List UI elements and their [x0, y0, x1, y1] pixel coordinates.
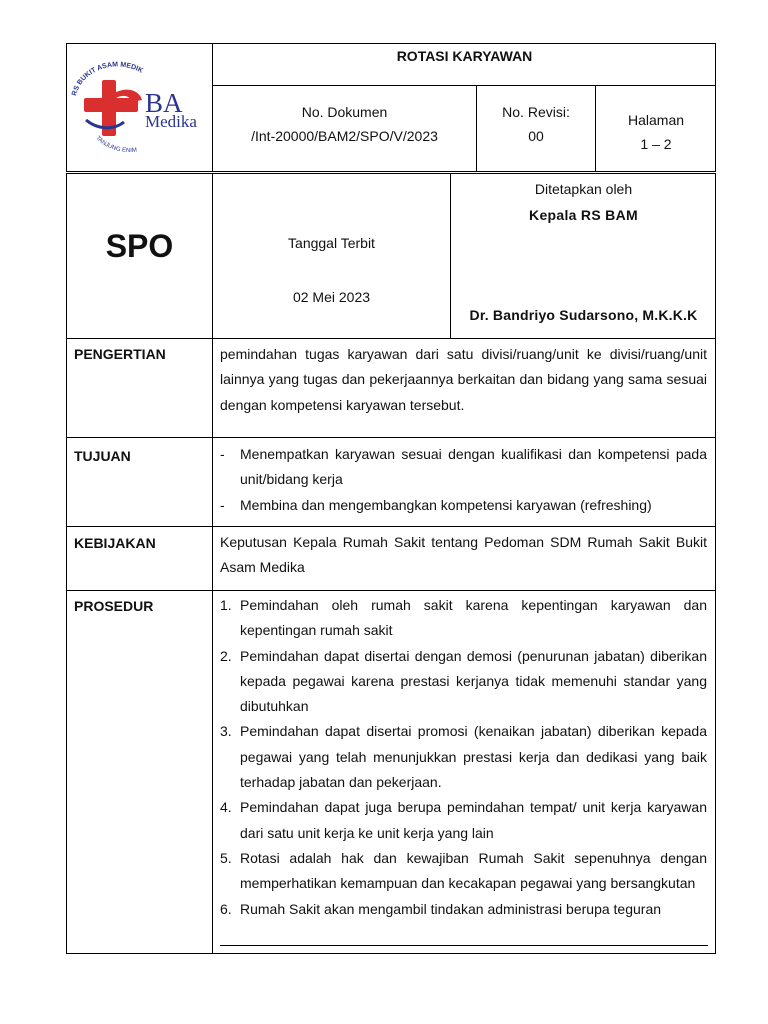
issue-date-value: 02 Mei 2023 [292, 289, 371, 305]
list-item-text: Pemindahan dapat juga berupa pemindahan tempat/ unit kerja karyawan dari satu unit kerja ke unit kerja yang lain [240, 799, 707, 841]
doc-number-label: No. Dokumen [301, 104, 388, 120]
section-label-prosedur: PROSEDUR [74, 598, 154, 614]
list-item-number: 5. [220, 849, 232, 866]
list-item-text: Rotasi adalah hak dan kewajiban Rumah Sakit sepenuhnya dengan memperhatikan kemampuan dan kecakapan pegawai yang bersangkutan [240, 849, 707, 892]
list-item-text: Rumah Sakit akan mengambil tindakan administrasi berupa teguran [240, 900, 662, 917]
section-label-pengertian: PENGERTIAN [74, 346, 166, 362]
doc-number-cell [213, 100, 476, 148]
list-item [220, 593, 707, 644]
section-label-tujuan: TUJUAN [74, 448, 131, 464]
row-divider [66, 526, 716, 527]
logo-icon [68, 56, 210, 156]
approved-by-label: Ditetapkan oleh [534, 181, 633, 197]
list-item-number: 2. [220, 647, 232, 664]
list-item-number: 1. [220, 597, 232, 613]
page-value: 1 – 2 [640, 136, 672, 152]
list-item: - Menempatkan karyawan sesuai dengan kualifikasi dan kompetensi pada unit/bidang kerja [220, 442, 707, 493]
section-label-kebijakan: KEBIJAKAN [74, 535, 156, 551]
document-title: ROTASI KARYAWAN [396, 48, 533, 64]
header-divider [212, 85, 716, 86]
section-text-pengertian: pemindahan tugas karyawan dari satu divisi/ruang/unit ke divisi/ruang/unit lainnya yang tugas dan pekerjaannya berkaitan dan bidang yang sama sesuai dengan kompetensi karyawan tersebut. [220, 346, 707, 413]
section-list-prosedur [220, 593, 707, 922]
content-underline [220, 945, 708, 946]
issue-date-label: Tanggal Terbit [288, 235, 375, 251]
revision-value: 00 [528, 128, 544, 144]
list-item-number: 3. [220, 723, 232, 740]
row-divider [66, 437, 716, 438]
approver-title: Kepala RS BAM [529, 207, 638, 223]
logo-arc-top: RS BUKIT ASAM MEDIK [71, 61, 145, 97]
list-item: - Membina dan mengembangkan kompetensi karyawan (refreshing) [220, 493, 707, 518]
spo-label: SPO [105, 228, 174, 264]
row-divider [66, 590, 716, 591]
list-item [220, 795, 707, 846]
page-cell [596, 108, 716, 156]
revision-label: No. Revisi: [502, 104, 570, 120]
revision-cell [477, 100, 595, 148]
logo-brand-ba: BA [145, 88, 183, 118]
row-divider [66, 338, 716, 339]
logo-arc-bottom: TANJUNG ENIM [94, 135, 138, 155]
section-text-kebijakan: Keputusan Kepala Rumah Sakit tentang Pedoman SDM Rumah Sakit Bukit Asam Medika [220, 534, 707, 576]
hospital-logo [68, 56, 210, 156]
list-item-number: 4. [220, 799, 232, 816]
list-item-text: Pemindahan dapat disertai dengan demosi (penurunan jabatan) diberikan kepada pegawai karena prestasi kerjanya tidak memenuhi standar yang dibutuhkan [240, 647, 707, 715]
list-item [220, 719, 707, 795]
page-label: Halaman [627, 112, 685, 128]
list-item-number: 6. [220, 900, 232, 917]
section-list-tujuan [220, 442, 707, 518]
approver-name: Dr. Bandriyo Sudarsono, M.K.K.K [469, 307, 698, 323]
logo-brand-medika: Medika [145, 112, 197, 131]
list-item-text: Pemindahan dapat disertai promosi (kenaikan jabatan) diberikan kepada pegawai yang telah menunjukkan prestasi kerja dan dedikasi yang baik terhadap jabatan dan pekerjaan. [240, 723, 707, 791]
doc-number-value: /Int-20000/BAM2/SPO/V/2023 [251, 128, 438, 144]
list-item-text: Pemindahan oleh rumah sakit karena kepentingan karyawan dan kepentingan rumah sakit [240, 597, 707, 639]
list-item [220, 846, 707, 897]
svg-text:TANJUNG ENIM [94, 135, 137, 154]
list-item [220, 897, 707, 922]
list-item [220, 644, 707, 720]
